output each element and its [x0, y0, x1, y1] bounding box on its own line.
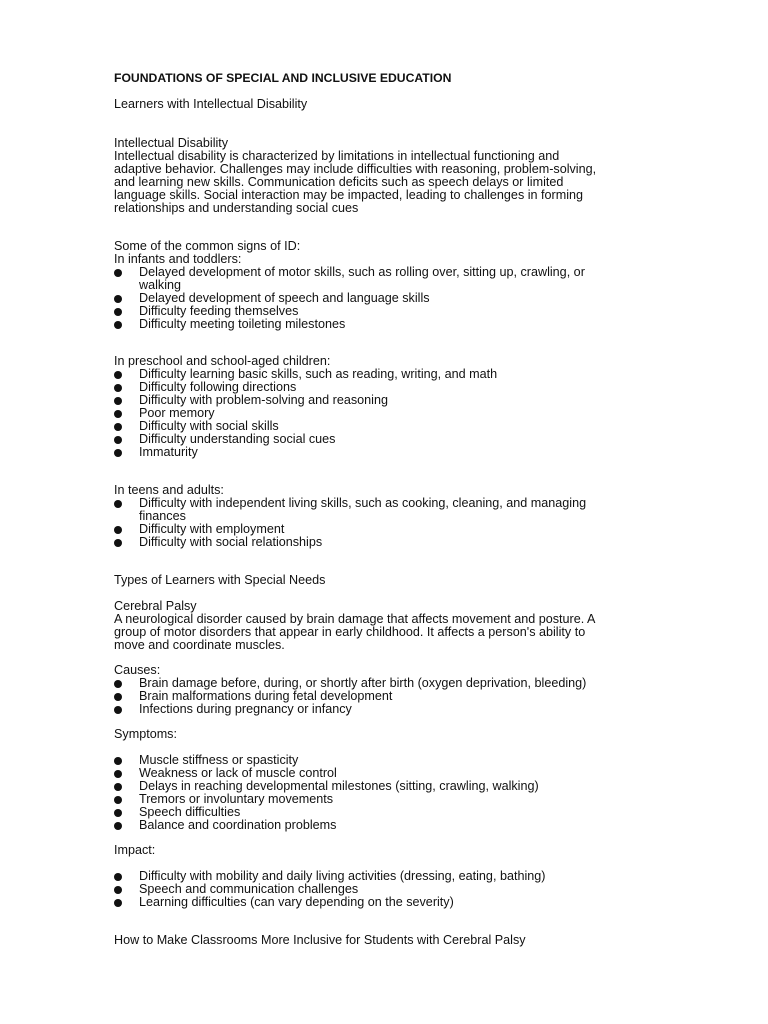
symptoms-label: Symptoms:: [114, 727, 177, 741]
bullet-icon: [114, 706, 122, 714]
id-section: [114, 137, 654, 215]
bullet-icon: [114, 693, 122, 701]
preschool-label: In preschool and school-aged children:: [114, 354, 331, 368]
infants-label: In infants and toddlers:: [114, 252, 242, 266]
bullet-icon: [114, 539, 122, 547]
bullet-icon: [114, 321, 122, 329]
list-item: Balance and coordination problems: [114, 819, 654, 832]
impact-label-block: [114, 844, 654, 857]
cp-definition-line: A neurological disorder caused by brain damage that affects movement and posture. A: [114, 612, 596, 626]
list-item: Difficulty with mobility and daily living activities (dressing, eating, bathing): [114, 870, 654, 883]
bullet-icon: [114, 384, 122, 392]
bullet-icon: [114, 295, 122, 303]
bullet-icon: [114, 436, 122, 444]
id-definition-line: adaptive behavior. Challenges may include difficulties with reasoning, problem-solving,: [114, 162, 597, 176]
list-item: Difficulty meeting toileting milestones: [114, 318, 654, 331]
cp-definition-line: move and coordinate muscles.: [114, 638, 285, 652]
bullet-icon: [114, 757, 122, 765]
impact-label: Impact:: [114, 843, 156, 857]
bullet-icon: [114, 783, 122, 791]
symptoms-list: [114, 754, 654, 832]
causes-label: Causes:: [114, 663, 161, 677]
bullet-icon: [114, 822, 122, 830]
id-definition-line: Intellectual disability is characterized by limitations in intellectual functioning and: [114, 149, 560, 163]
bullet-icon: [114, 526, 122, 534]
id-definition-line: relationships and understanding social cues: [114, 201, 359, 215]
list-item: Difficulty with social relationships: [114, 536, 654, 549]
bullet-icon: [114, 410, 122, 418]
classroom-heading-block: [114, 934, 654, 947]
bullet-icon: [114, 371, 122, 379]
list-item: Delayed development of motor skills, such as rolling over, sitting up, crawling, or walking: [114, 266, 654, 292]
causes-list: [114, 677, 654, 716]
list-item: Infections during pregnancy or infancy: [114, 703, 654, 716]
list-item: Weakness or lack of muscle control: [114, 767, 654, 780]
doc-subtitle: Learners with Intellectual Disability: [114, 97, 308, 111]
bullet-icon: [114, 269, 122, 277]
infants-list: [114, 266, 654, 331]
list-item: Difficulty with social skills: [114, 420, 654, 433]
list-item: Difficulty learning basic skills, such as reading, writing, and math: [114, 368, 654, 381]
teens-section: [114, 484, 654, 549]
preschool-list: [114, 368, 654, 459]
list-item: Speech and communication challenges: [114, 883, 654, 896]
signs-intro: Some of the common signs of ID:: [114, 239, 301, 253]
bullet-icon: [114, 449, 122, 457]
list-item: Difficulty with problem-solving and reasoning: [114, 394, 654, 407]
bullet-icon: [114, 397, 122, 405]
list-item: Immaturity: [114, 446, 654, 459]
list-item: Learning difficulties (can vary depending on the severity): [114, 896, 654, 909]
list-item: Brain malformations during fetal development: [114, 690, 654, 703]
types-heading: Types of Learners with Special Needs: [114, 573, 326, 587]
impact-section: [114, 870, 654, 909]
bullet-icon: [114, 886, 122, 894]
list-item: Tremors or involuntary movements: [114, 793, 654, 806]
preschool-section: [114, 355, 654, 459]
doc-title-block: [114, 72, 654, 85]
causes-section: [114, 664, 654, 716]
bullet-icon: [114, 680, 122, 688]
id-heading: Intellectual Disability: [114, 136, 229, 150]
bullet-icon: [114, 308, 122, 316]
bullet-icon: [114, 899, 122, 907]
cp-section: [114, 600, 654, 652]
subtitle-block: [114, 98, 654, 111]
bullet-icon: [114, 770, 122, 778]
teens-label: In teens and adults:: [114, 483, 224, 497]
list-item: Muscle stiffness or spasticity: [114, 754, 654, 767]
id-definition-line: and learning new skills. Communication deficits such as speech delays or limited: [114, 175, 564, 189]
bullet-icon: [114, 500, 122, 508]
list-item: Poor memory: [114, 407, 654, 420]
bullet-icon: [114, 809, 122, 817]
bullet-icon: [114, 796, 122, 804]
list-item: Brain damage before, during, or shortly after birth (oxygen deprivation, bleeding): [114, 677, 654, 690]
list-item: Difficulty understanding social cues: [114, 433, 654, 446]
list-item: Delays in reaching developmental milestones (sitting, crawling, walking): [114, 780, 654, 793]
classroom-heading: How to Make Classrooms More Inclusive for Students with Cerebral Palsy: [114, 933, 526, 947]
cp-definition-line: group of motor disorders that appear in early childhood. It affects a person's ability to: [114, 625, 586, 639]
id-definition-line: language skills. Social interaction may be impacted, leading to challenges in forming: [114, 188, 584, 202]
signs-section: [114, 240, 654, 331]
list-item: Difficulty feeding themselves: [114, 305, 654, 318]
teens-list: [114, 497, 654, 549]
list-item: Difficulty with employment: [114, 523, 654, 536]
cp-heading: Cerebral Palsy: [114, 599, 197, 613]
symptoms-label-block: [114, 728, 654, 741]
impact-list: [114, 870, 654, 909]
bullet-icon: [114, 873, 122, 881]
list-item: Delayed development of speech and language skills: [114, 292, 654, 305]
types-heading-block: [114, 574, 654, 587]
doc-title: FOUNDATIONS OF SPECIAL AND INCLUSIVE EDUCATION: [114, 71, 452, 85]
list-item: Speech difficulties: [114, 806, 654, 819]
bullet-icon: [114, 423, 122, 431]
list-item: Difficulty with independent living skills, such as cooking, cleaning, and managing finances: [114, 497, 654, 523]
list-item: Difficulty following directions: [114, 381, 654, 394]
symptoms-section: [114, 754, 654, 832]
